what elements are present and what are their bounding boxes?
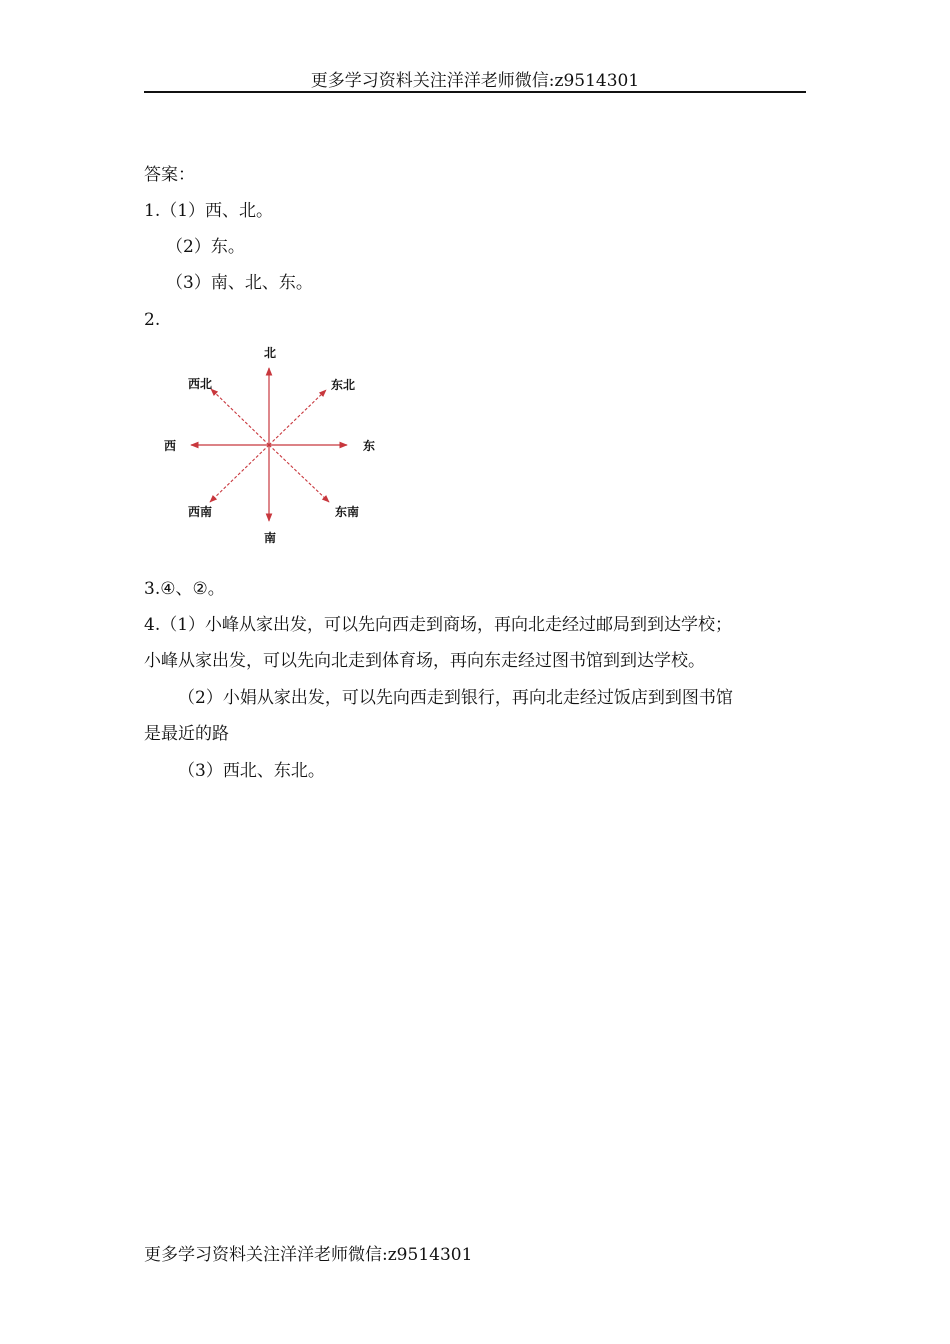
label-south: 南 [263, 531, 277, 545]
label-east: 东 [362, 439, 376, 453]
arrow-southwest [210, 445, 269, 502]
compass-arrows [191, 368, 347, 521]
compass-diagram [150, 338, 390, 553]
q1-part1: 1.（1）西、北。 [144, 201, 274, 221]
q1-part3: （3）南、北、东。 [166, 273, 313, 293]
label-southeast: 东南 [334, 505, 360, 519]
q4-part2-line1: （2）小娟从家出发，可以先向西走到银行，再向北走经过饭店到到图书馆 [178, 688, 733, 708]
q3-answer: 3.④、②。 [144, 579, 225, 599]
q1-part2: （2）东。 [166, 237, 245, 257]
header-rule [144, 91, 806, 93]
label-west: 西 [163, 439, 177, 453]
q4-part1-line2: 小峰从家出发，可以先向北走到体育场，再向东走经过图书馆到到达学校。 [144, 651, 705, 671]
q4-part3: （3）西北、东北。 [178, 761, 325, 781]
label-northwest: 西北 [187, 377, 213, 391]
label-northeast: 东北 [330, 378, 356, 392]
arrow-northeast [269, 390, 326, 445]
q4-part1-line1: 4.（1）小峰从家出发，可以先向西走到商场，再向北走经过邮局到到达学校； [144, 615, 733, 635]
label-southwest: 西南 [187, 505, 213, 519]
page-header: 更多学习资料关注洋洋老师微信:z9514301 [310, 71, 640, 91]
answers-title: 答案： [144, 165, 195, 185]
label-north: 北 [263, 346, 277, 360]
arrow-southeast [269, 445, 329, 502]
q2-label: 2. [144, 310, 161, 330]
arrow-northwest [211, 389, 269, 445]
q4-part2-line2: 是最近的路 [144, 724, 229, 744]
page-footer: 更多学习资料关注洋洋老师微信:z9514301 [144, 1245, 473, 1265]
